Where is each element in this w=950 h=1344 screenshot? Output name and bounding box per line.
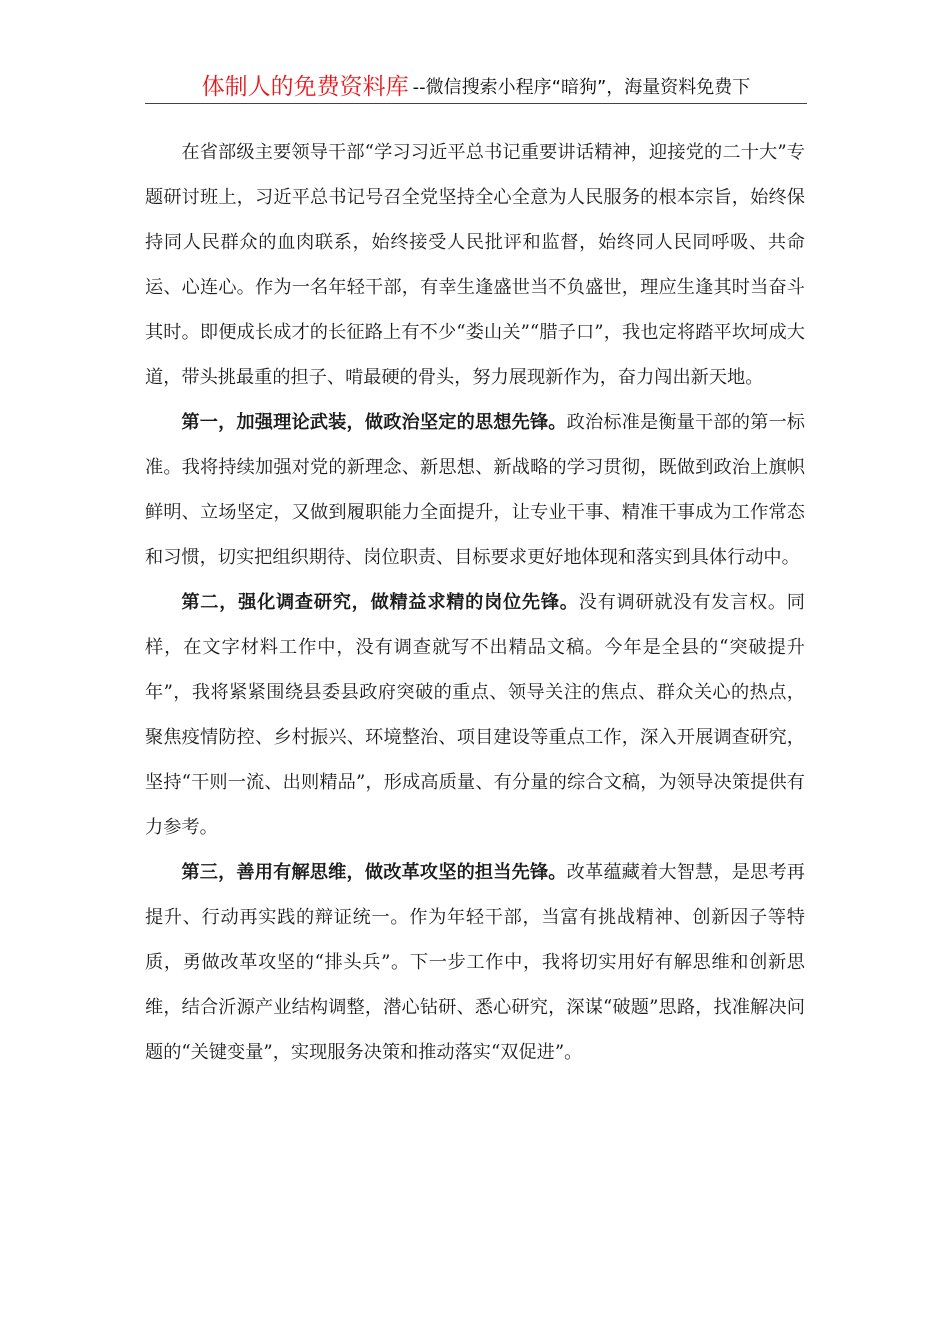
- section-paragraph-1: [145, 400, 805, 580]
- section-paragraph-3: [145, 850, 805, 1075]
- document-body: [145, 130, 805, 1075]
- header-brand: 体制人的免费资料库: [201, 74, 409, 100]
- intro-paragraph: [145, 130, 805, 400]
- page-header: [145, 70, 807, 104]
- section-heading-2: 第二，强化调查研究，做精益求精的岗位先锋。: [181, 592, 579, 613]
- section-heading-1: 第一，加强理论武装，做政治坚定的思想先锋。: [181, 412, 567, 433]
- section-text-1: 政治标准是衡量干部的第一标准。我将持续加强对党的新理念、新思想、新战略的学习贯彻，既做到政治上旗帜鲜明、立场坚定，又做到履职能力全面提升，让专业干事、精准干事成为工作常态和习惯，切实把组织期待、岗位职责、目标要求更好地体现和落实到具体行动中。: [145, 412, 805, 568]
- intro-text: 在省部级主要领导干部“学习习近平总书记重要讲话精神，迎接党的二十大”专题研讨班上，习近平总书记号召全党坚持全心全意为人民服务的根本宗旨，始终保持同人民群众的血肉联系，始终接受人民批评和监督，始终同人民同呼吸、共命运、心连心。作为一名年轻干部，有幸生逢盛世当不负盛世，理应生逢其时当奋斗其时。即便成长成才的长征路上有不少“娄山关”“腊子口”，我也定将踏平坎坷成大道，带头挑最重的担子、啃最硬的骨头，努力展现新作为，奋力闯出新天地。: [145, 142, 805, 388]
- section-text-3: 改革蕴藏着大智慧，是思考再提升、行动再实践的辩证统一。作为年轻干部，当富有挑战精神、创新因子等特质，勇做改革攻坚的“排头兵”。下一步工作中，我将切实用好有解思维和创新思维，结合沂源产业结构调整，潜心钻研、悉心研究，深谋“破题”思路，找准解决问题的“关键变量”，实现服务决策和推动落实“双促进”。: [145, 862, 805, 1063]
- section-text-2: 没有调研就没有发言权。同样，在文字材料工作中，没有调查就写不出精品文稿。今年是全县的“突破提升年”，我将紧紧围绕县委县政府突破的重点、领导关注的焦点、群众关心的热点，聚焦疫情防控、乡村振兴、环境整治、项目建设等重点工作，深入开展调查研究，坚持“干则一流、出则精品”，形成高质量、有分量的综合文稿，为领导决策提供有力参考。: [145, 592, 805, 838]
- header-tagline: --微信搜索小程序“暗狗”，海量资料免费下: [412, 77, 751, 98]
- section-paragraph-2: [145, 580, 805, 850]
- section-heading-3: 第三，善用有解思维，做改革攻坚的担当先锋。: [181, 862, 567, 883]
